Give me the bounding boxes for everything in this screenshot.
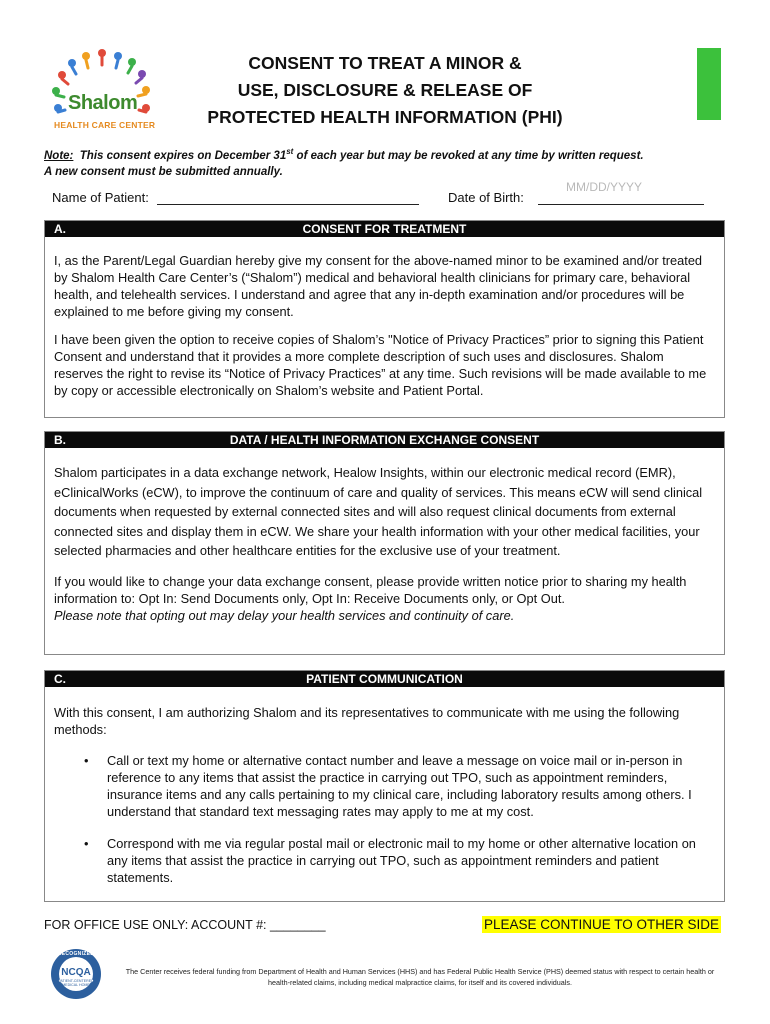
bullet-icon: • <box>84 753 89 768</box>
section-b-header <box>45 432 724 448</box>
title-line-1: CONSENT TO TREAT A MINOR & <box>248 53 522 73</box>
document-title <box>160 50 610 131</box>
section-a-header <box>45 221 724 237</box>
section-a-paragraph-2: I have been given the option to receive copies of Shalom’s "Notice of Privacy Practices” prior to signing this Patient Consent and understand that it provides a more complete description of such uses and disclosures. Shalom reserves the right to revise its “Notice of Privacy Practices” at any time. Such revisions will be made available to me by copy or accessible electronically on Shalom’s website and Patient Portal. <box>54 332 707 398</box>
bullet-icon: • <box>84 836 89 851</box>
continue-notice: PLEASE CONTINUE TO OTHER SIDE <box>484 917 720 932</box>
title-line-2: USE, DISCLOSURE & RELEASE OF <box>237 80 533 100</box>
section-b-paragraph-3: Please note that opting out may delay your health services and continuity of care. <box>54 607 515 623</box>
ncqa-sub-1: PATIENT-CENTERED <box>58 979 94 983</box>
section-b-paragraph-2: If you would like to change your data exchange consent, please provide written notice prior to sharing my health information to: Opt In: Send Documents only, Opt In: Receive Documents only, or Opt Out. <box>54 573 687 606</box>
note-text-1: This consent expires on December 31 <box>79 149 287 162</box>
logo-name: Shalom <box>68 92 138 114</box>
section-b-paragraph-1: Shalom participates in a data exchange network, Healow Insights, within our electronic medical record (EMR), eClinicalWorks (eCW), to improve the continuum of care and quality of services. This means eCW will send clinical documents when requested by external connected sites and will also request clinical documents from external connected sites and display them in eCW. We share your health information with your other medical facilities, your selected pharmacies and other healthcare entities for the exclusive use of your treatment. <box>54 465 703 558</box>
patient-name-field <box>52 190 419 205</box>
logo-subtitle: HEALTH CARE CENTER <box>54 120 156 130</box>
title-line-3: PROTECTED HEALTH INFORMATION (PHI) <box>207 107 563 127</box>
green-accent-bar <box>697 48 721 120</box>
section-c-letter: C. <box>54 672 66 686</box>
bullet-text: Call or text my home or alternative contact number and leave a message on voice mail or in-person in reference to any items that assist the practice in carrying out TPO, such as appointment reminders, insurance items and any calls pertaining to my clinical care, including laboratory results among others. I understand that standard text messaging rates may apply to me at my cost. <box>107 753 692 819</box>
expiry-note <box>44 144 724 180</box>
section-a-paragraph-1: I, as the Parent/Legal Guardian hereby give my consent for the above-named minor to be examined and/or treated by Shalom Health Care Center’s (“Shalom”) medical and behavioral health clinicians for primary care, behavioral health, and telehealth services. I understand and agree that any in-depth examination and/or procedures will be explained to me before giving my consent. <box>54 253 703 319</box>
note-label: Note: <box>44 149 74 162</box>
patient-name-label: Name of Patient: <box>52 190 149 205</box>
note-sup: st <box>286 147 294 156</box>
note-text-2: of each year but may be revoked at any time by written request. <box>293 149 644 162</box>
section-a-letter: A. <box>54 222 66 236</box>
section-c-title: PATIENT COMMUNICATION <box>306 672 463 686</box>
note-line-2: A new consent must be submitted annually. <box>44 165 283 178</box>
section-c-header <box>45 671 724 687</box>
section-consent-treatment <box>44 220 725 418</box>
ncqa-name: NCQA <box>61 967 91 978</box>
ncqa-sub-2: MEDICAL HOME <box>62 983 90 987</box>
list-item <box>84 835 716 886</box>
section-c-intro: With this consent, I am authorizing Shalom and its representatives to communicate with me using the following methods: <box>54 705 680 737</box>
ncqa-top: RECOGNIZED <box>57 951 95 957</box>
bullet-text: Correspond with me via regular postal mail or electronic mail to my home or other alternative location on any items that assist the practice in carrying out TPO, such as appointment reminders and patient statements. <box>107 836 696 885</box>
communication-methods-list <box>84 752 716 886</box>
section-b-title: DATA / HEALTH INFORMATION EXCHANGE CONSENT <box>229 433 540 447</box>
ncqa-badge <box>50 948 102 1000</box>
dob-label: Date of Birth: <box>448 190 524 205</box>
section-b-letter: B. <box>54 433 66 447</box>
list-item <box>84 752 716 820</box>
dob-placeholder: MM/DD/YYYY <box>566 180 643 194</box>
office-use-account: FOR OFFICE USE ONLY: ACCOUNT #: ________ <box>44 918 326 932</box>
section-a-title: CONSENT FOR TREATMENT <box>302 222 467 236</box>
patient-name-input[interactable] <box>157 191 419 205</box>
section-data-exchange <box>44 431 725 655</box>
section-patient-communication <box>44 670 725 902</box>
footer-disclaimer: The Center receives federal funding from Department of Health and Human Services (HHS) and has Federal Public Health Service (PHS) deemed status with respect to certain health or health-related claims, including medical malpractice claims, for itself and its covered individuals. <box>125 967 715 987</box>
shalom-logo <box>40 48 165 134</box>
